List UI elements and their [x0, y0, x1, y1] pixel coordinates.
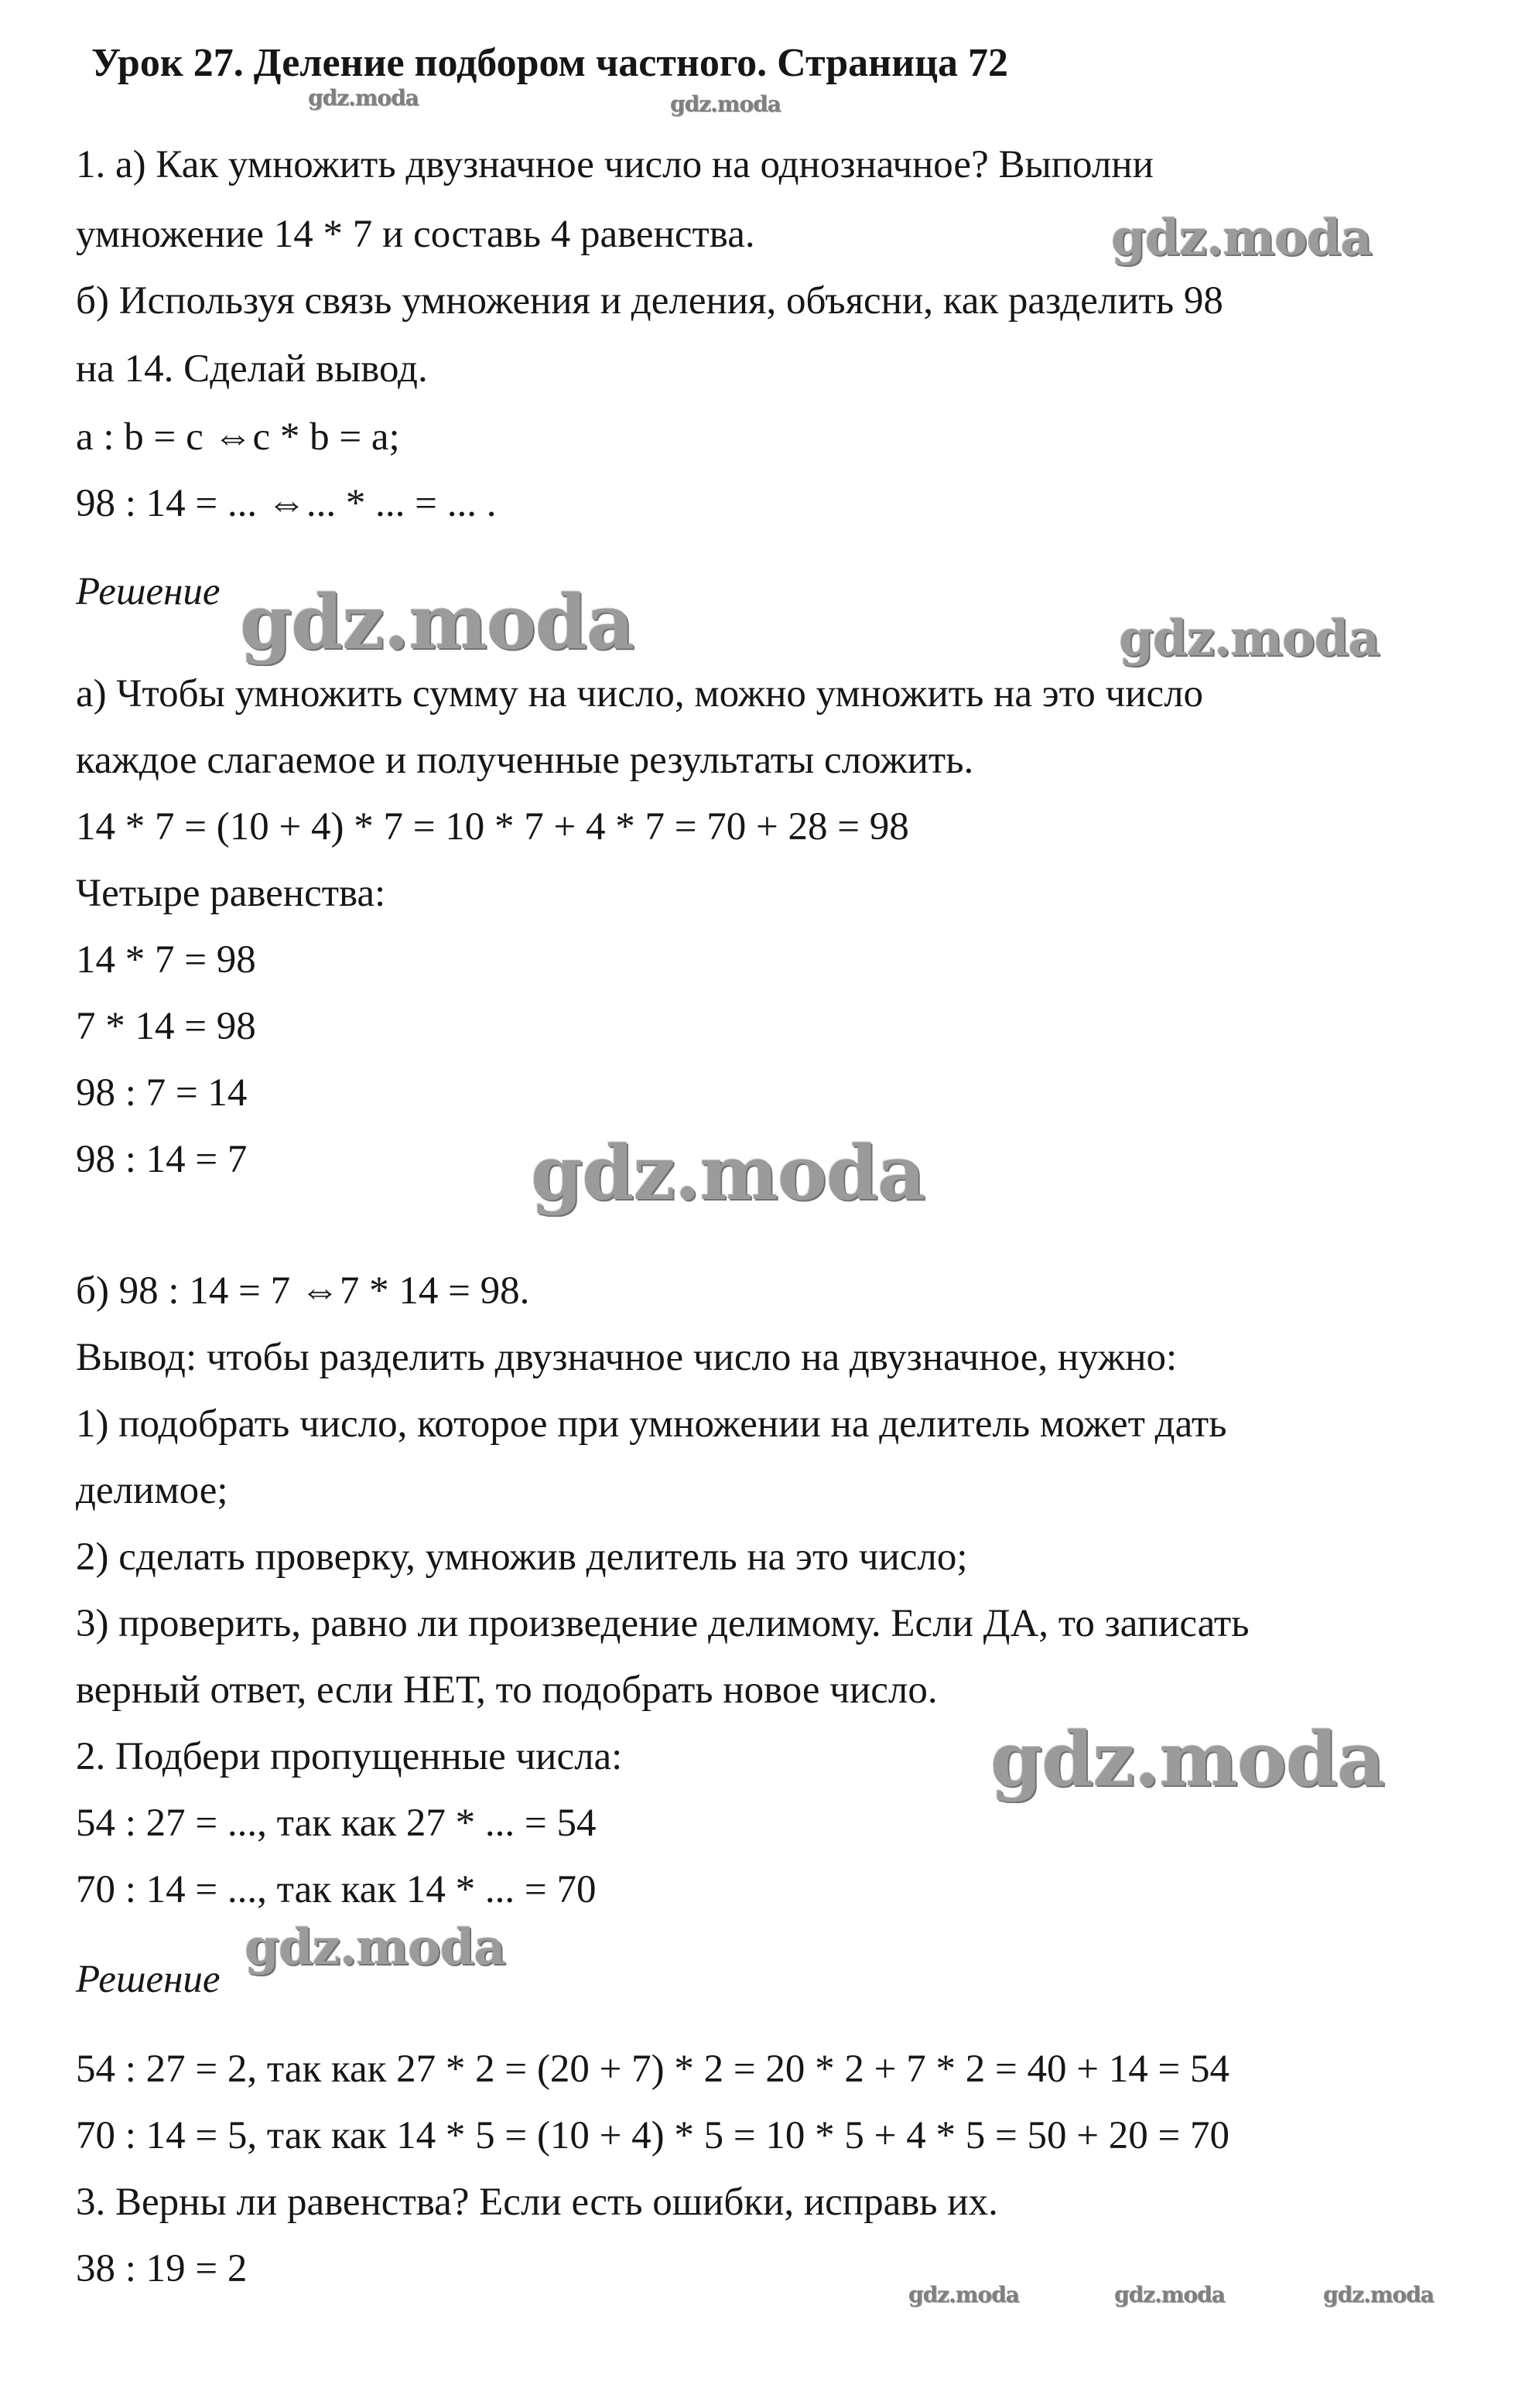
task-1b-line-1: б) Используя связь умножения и деления, объясни, как разделить 98	[76, 279, 1223, 323]
conclusion-heading: Вывод: чтобы разделить двузначное число на двузначное, нужно:	[76, 1336, 1178, 1379]
four-equalities-label: Четыре равенства:	[76, 872, 386, 915]
conclusion-step-1-cont: делимое;	[76, 1469, 228, 1512]
watermark-logo: gdz.moda	[908, 2282, 1019, 2307]
task-2-item-2: 70 : 14 = ..., так как 14 * ... = 70	[76, 1868, 597, 1911]
watermark-logo: gdz.moda	[240, 579, 634, 666]
solution-a-expansion: 14 * 7 = (10 + 4) * 7 = 10 * 7 + 4 * 7 = 70 + 28 = 98	[76, 805, 909, 849]
watermark-logo: gdz.moda	[1119, 610, 1380, 668]
conclusion-step-3: 3) проверить, равно ли произведение делимому. Если ДА, то записать	[76, 1602, 1250, 1645]
equality-4: 98 : 14 = 7	[76, 1138, 248, 1181]
equality-3: 98 : 7 = 14	[76, 1071, 248, 1115]
conclusion-step-2: 2) сделать проверку, умножив делитель на это число;	[76, 1535, 968, 1579]
solution-heading-2: Решение	[76, 1958, 221, 2001]
watermark-logo: gdz.moda	[990, 1716, 1385, 1803]
task-1a-line-2: умножение 14 * 7 и составь 4 равенства.	[76, 213, 755, 256]
equality-1: 14 * 7 = 98	[76, 938, 256, 982]
task-2-line: 2. Подбери пропущенные числа:	[76, 1735, 623, 1778]
watermark-logo: gdz.moda	[308, 85, 419, 111]
conclusion-step-3-cont: верный ответ, если НЕТ, то подобрать новое число.	[76, 1669, 938, 1712]
page-title: Урок 27. Деление подбором частного. Страница 72	[91, 41, 1009, 85]
watermark-logo: gdz.moda	[1323, 2282, 1434, 2307]
equality-2: 7 * 14 = 98	[76, 1005, 256, 1048]
solution-2-item-1: 54 : 27 = 2, так как 27 * 2 = (20 + 7) * 2 = 20 * 2 + 7 * 2 = 40 + 14 = 54	[76, 2048, 1229, 2091]
solution-a-line-1: а) Чтобы умножить сумму на число, можно умножить на это число	[76, 672, 1204, 716]
task-3-item-1: 38 : 19 = 2	[76, 2247, 248, 2290]
watermark-logo: gdz.moda	[670, 91, 781, 117]
task-2-item-1: 54 : 27 = ..., так как 27 * ... = 54	[76, 1802, 597, 1845]
task-1b-line-2: на 14. Сделай вывод.	[76, 347, 428, 391]
watermark-logo: gdz.moda	[1114, 2282, 1225, 2307]
conclusion-step-1: 1) подобрать число, которое при умножении на делитель может дать	[76, 1402, 1227, 1446]
task-1a-line-1: 1. а) Как умножить двузначное число на однозначное? Выполни	[76, 143, 1154, 186]
solution-2-item-2: 70 : 14 = 5, так как 14 * 5 = (10 + 4) * 5 = 10 * 5 + 4 * 5 = 50 + 20 = 70	[76, 2114, 1229, 2157]
watermark-logo: gdz.moda	[531, 1129, 925, 1217]
solution-heading-1: Решение	[76, 570, 221, 613]
solution-b-line: б) 98 : 14 = 7 ⇔7 * 14 = 98.	[76, 1269, 530, 1313]
formula-template: 98 : 14 = ... ⇔... * ... = ... .	[76, 482, 497, 525]
task-3-line: 3. Верны ли равенства? Если есть ошибки, исправь их.	[76, 2181, 998, 2224]
watermark-logo: gdz.moda	[245, 1918, 505, 1976]
formula-rule: a : b = c ⇔c * b = a;	[76, 415, 400, 459]
watermark-logo: gdz.moda	[1111, 209, 1372, 267]
solution-a-line-2: каждое слагаемое и полученные результаты сложить.	[76, 739, 974, 782]
